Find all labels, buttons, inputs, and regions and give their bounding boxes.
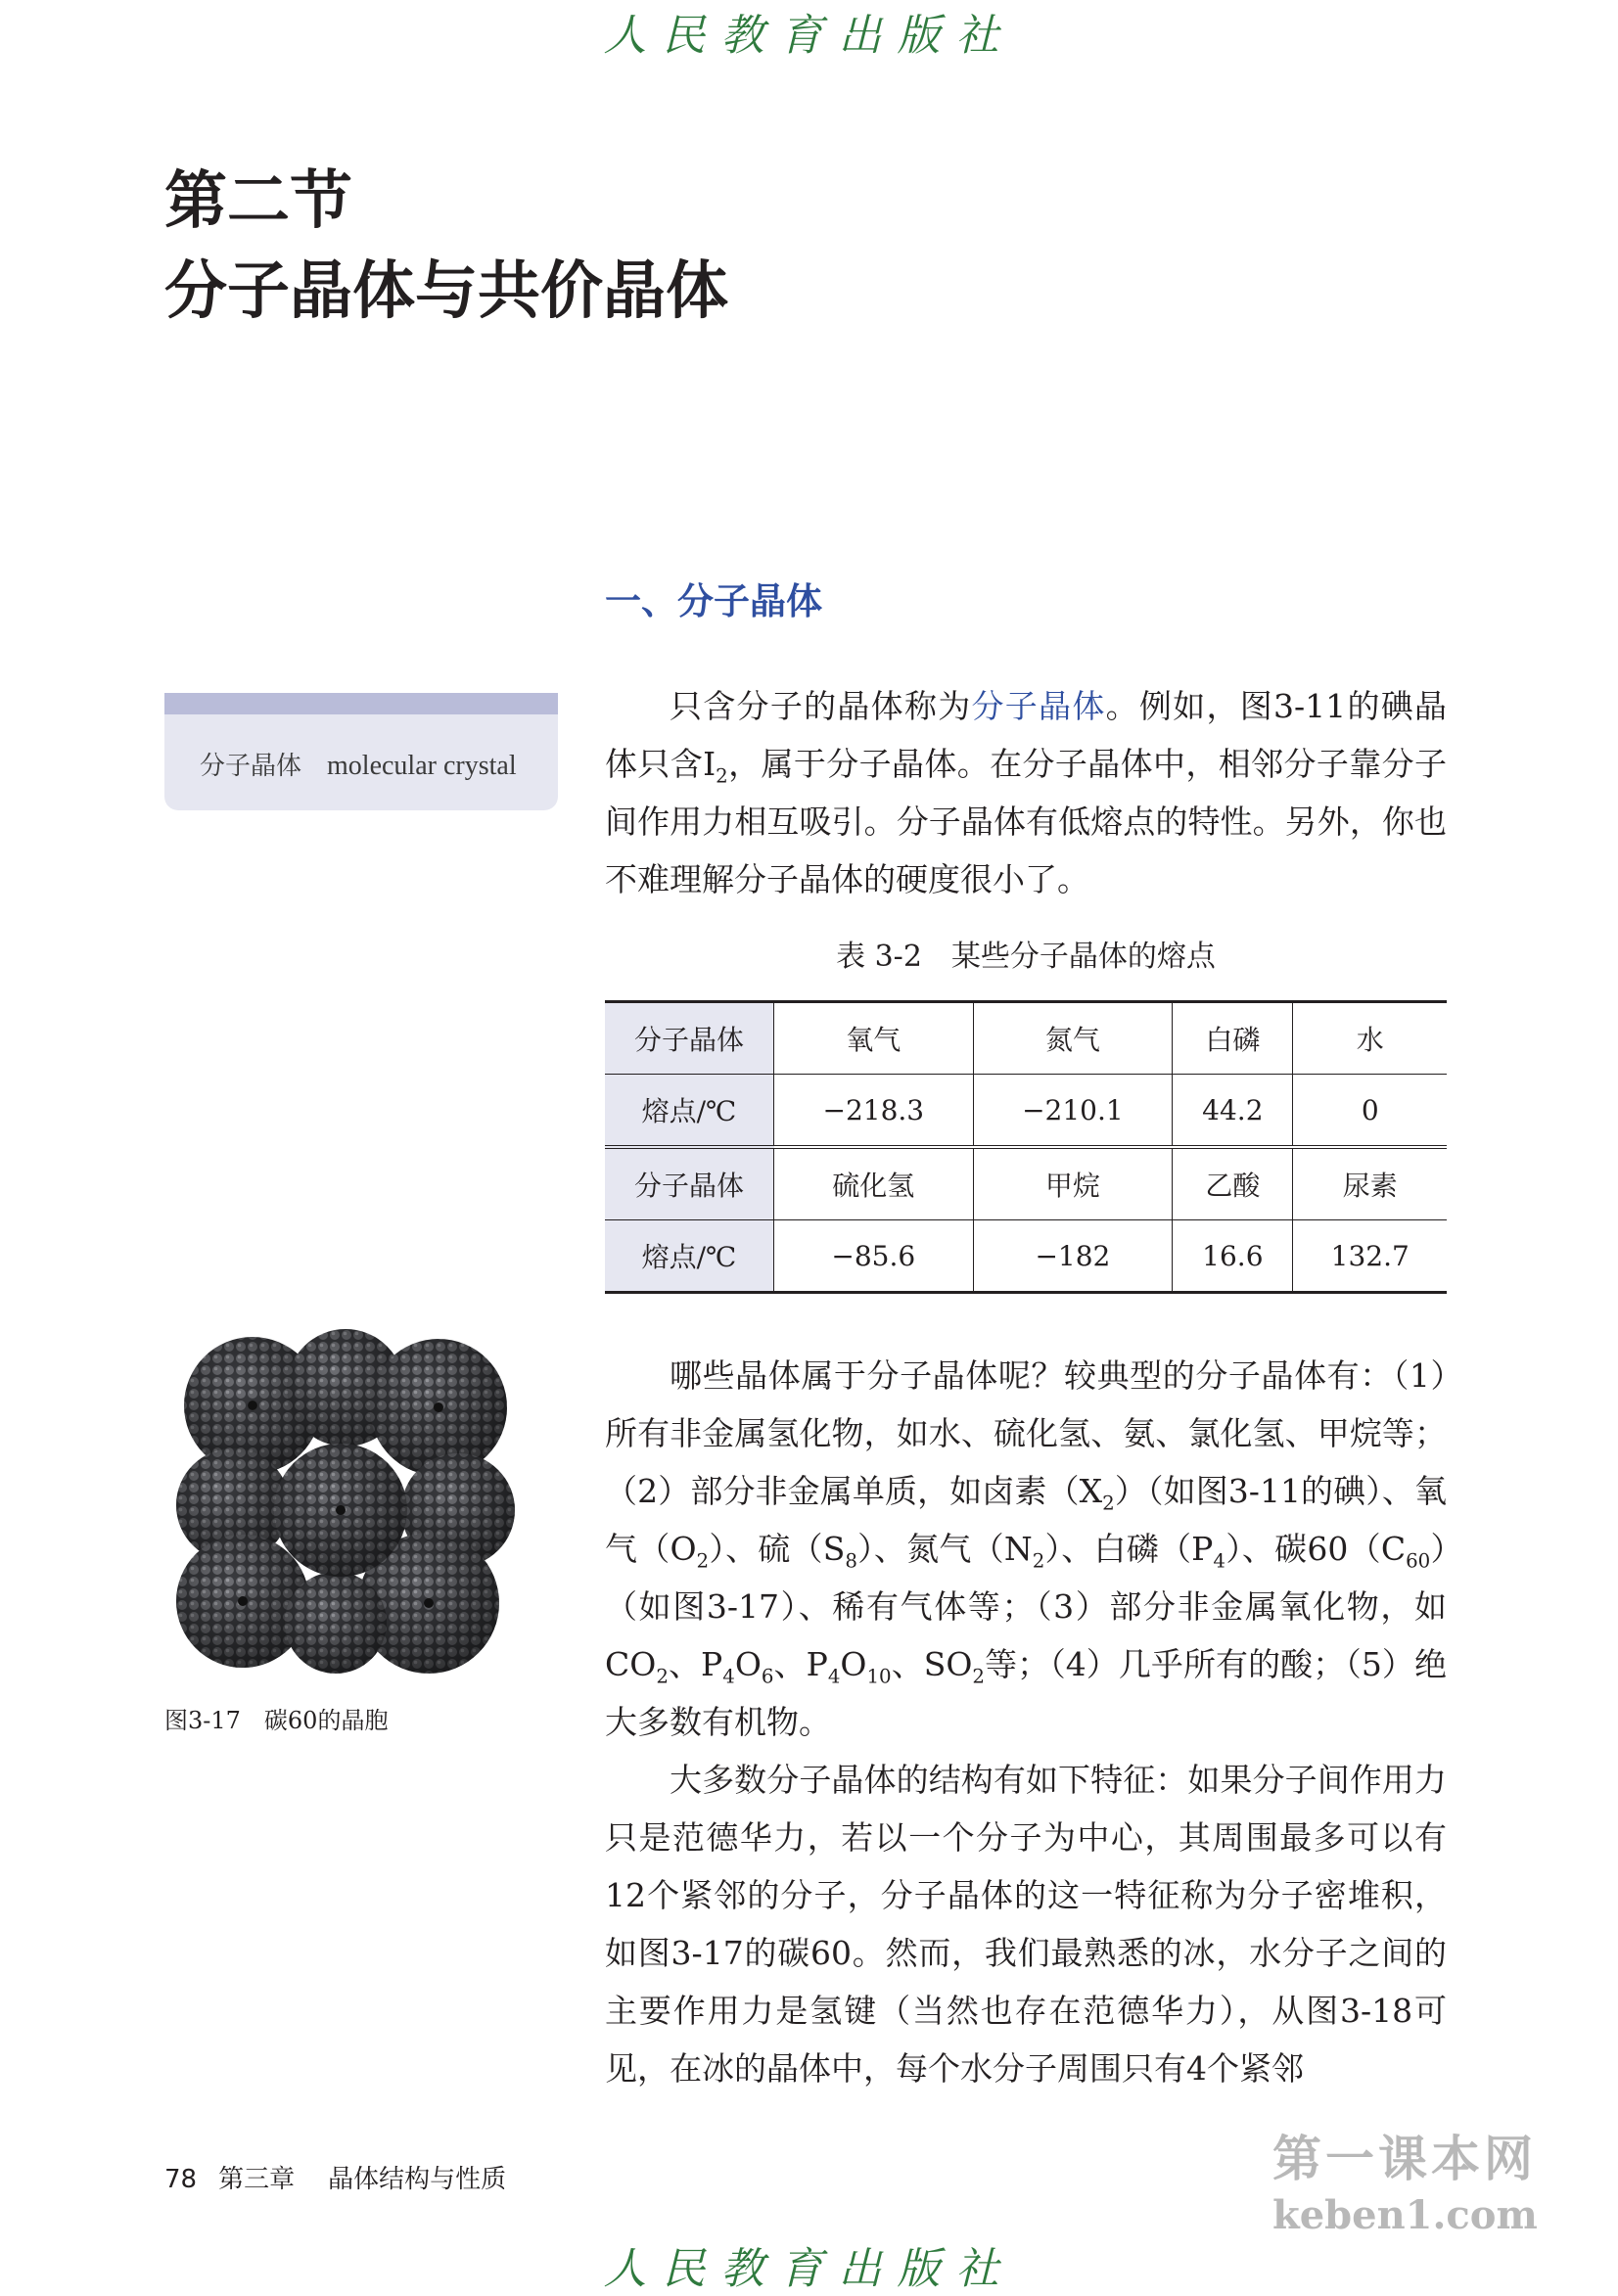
term-zh: 分子晶体 — [200, 752, 302, 781]
publisher-logo-top: 人民教育出版社 — [603, 11, 1015, 61]
table-row: 熔点/℃ −218.3 −210.1 44.2 0 — [605, 1075, 1447, 1148]
page-footer — [164, 2159, 506, 2195]
table-row: 分子晶体 硫化氢 甲烷 乙酸 尿素 — [605, 1147, 1447, 1220]
table-row: 分子晶体 氧气 氮气 白磷 水 — [605, 1002, 1447, 1075]
table-row: 熔点/℃ −85.6 −182 16.6 132.7 — [605, 1220, 1447, 1293]
section-name: 分子晶体与共价晶体 — [164, 255, 728, 328]
chapter-number: 第三章 — [218, 2165, 296, 2194]
publisher-logo-bottom: 人民教育出版社 — [603, 2244, 1015, 2294]
section-title — [164, 157, 728, 337]
c60-crystal-illustration — [164, 1329, 519, 1674]
paragraph-structure: 大多数分子晶体的结构有如下特征：如果分子间作用力只是范德华力，若以一个分子为中心，其周围最多可以有12个紧邻的分子，分子晶体的这一特征称为分子密堆积，如图3-17的碳60。然而，我们最熟悉的冰，水分子之间的主要作用力是氢键（当然也存在范德华力），从图3-18可见，在冰的晶体中，每个水分子周围只有4个紧邻 — [605, 1761, 1447, 2088]
c60-unit-cell-image — [164, 1329, 519, 1674]
page-number: 78 — [164, 2165, 198, 2194]
watermark: 第一课本网 keben1.com — [1272, 2131, 1538, 2238]
chapter-title: 晶体结构与性质 — [328, 2165, 507, 2194]
section-number: 第二节 — [164, 165, 352, 238]
table-caption: 表 3-2 某些分子晶体的熔点 — [836, 940, 1216, 974]
paragraph-intro: 只含分子的晶体称为分子晶体。例如，图3-11的碘晶体只含$I_2$，属于分子晶体。在分子晶体中，相邻分子靠分子间作用力相互吸引。分子晶体有低熔点的特性。另外，你也不难理解分子晶体的硬度很小了。 — [605, 687, 1448, 898]
paragraph-examples: 哪些晶体属于分子晶体呢？较典型的分子晶体有：（1）所有非金属氢化物，如水、硫化氢、氨、氯化氢、甲烷等；（2）部分非金属单质，如卤素$(X_2)$（如图3-11的碘）、氧气$(O_2)$、硫$(S_8)$、氮气$(N_2)$、白磷$(P_4)$、碳$60(C_{60})$（如图3-17）、稀有气体等；（3）部分非金属氧化物，如$CO_2$、$P_4O_6$、$P_4O_{10}$、$SO_2$等；（4）几乎所有的酸；（5）绝大多数有机物。 — [605, 1356, 1447, 1741]
highlight-term: 分子晶体 — [971, 687, 1106, 725]
glossary-term-box — [164, 693, 558, 810]
term-en: molecular crystal — [327, 751, 517, 781]
subsection-heading: 一、分子晶体 — [605, 580, 822, 622]
figure-caption: 图3-17 碳60的晶胞 — [164, 1707, 389, 1734]
glossary-term — [200, 746, 517, 782]
melting-point-table — [605, 1000, 1447, 1294]
